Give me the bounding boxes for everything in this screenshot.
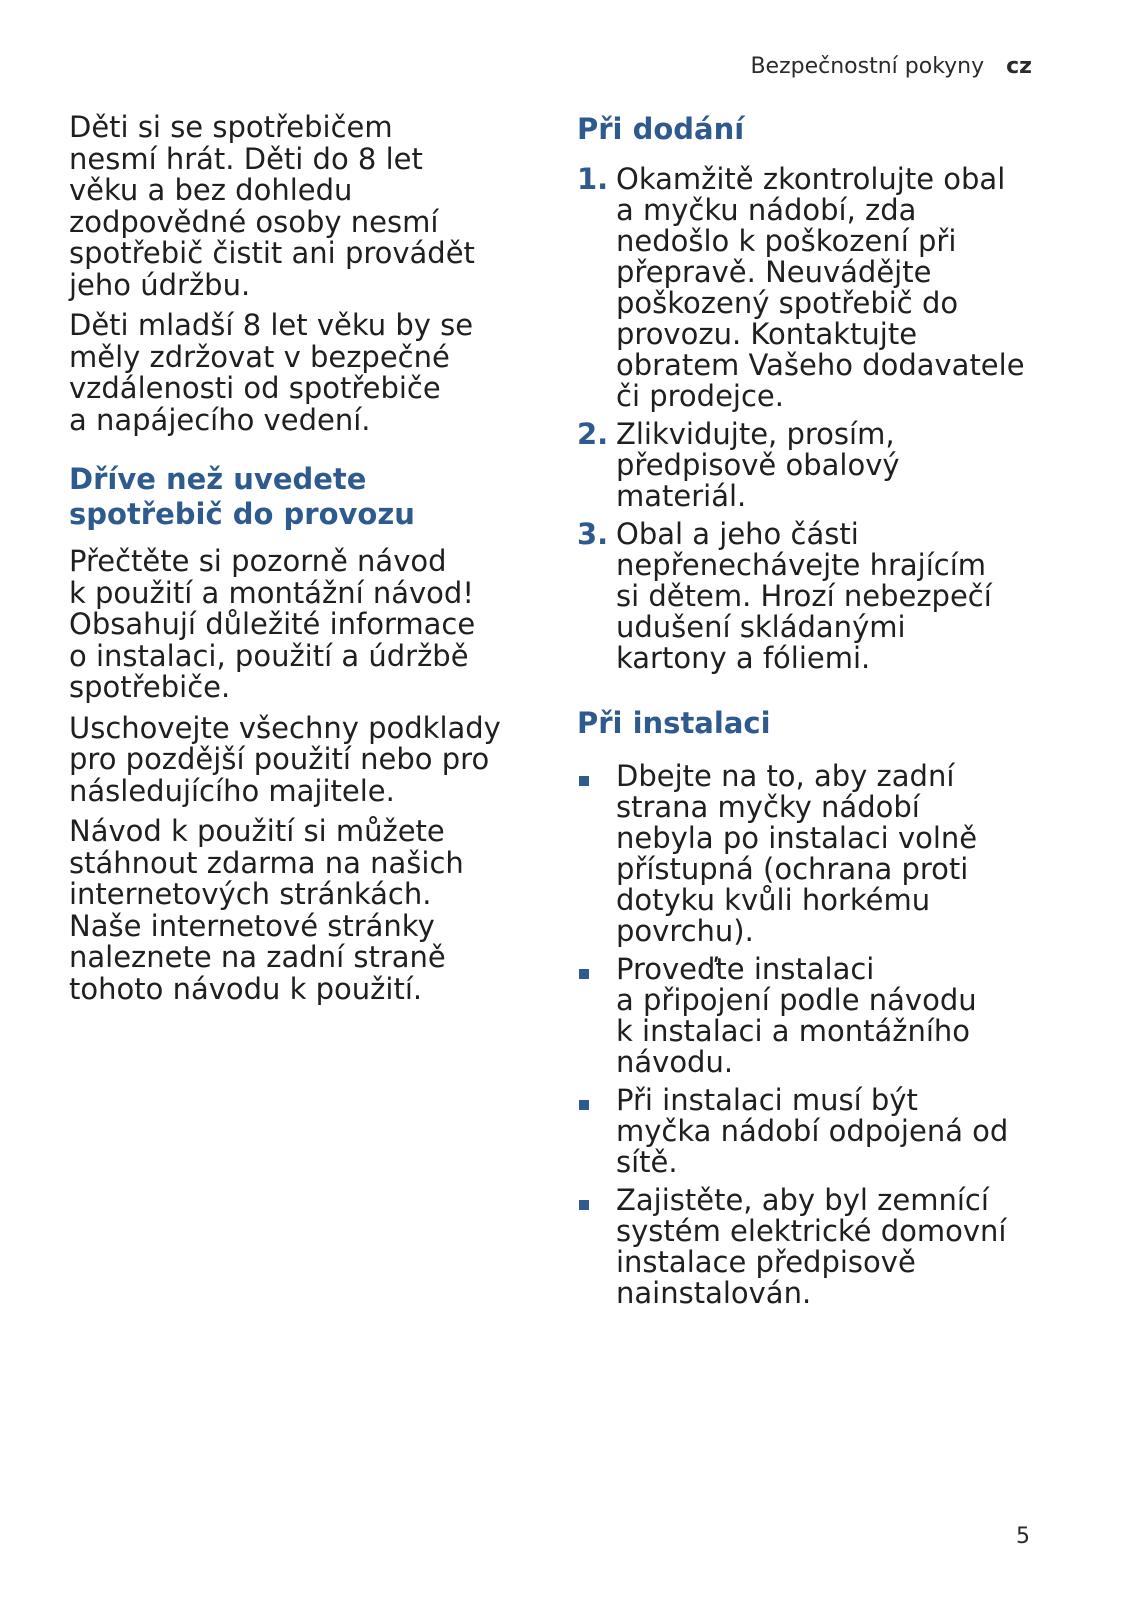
square-bullet-icon bbox=[579, 1200, 589, 1210]
download-manual-paragraph: Návod k použití si můžete stáhnout zdarma na našich internetových stránkách. Naše internetové stránky naleznete na zadní straně tohoto návodu k použití. bbox=[69, 814, 464, 1006]
installation-heading: Při instalaci bbox=[577, 706, 771, 740]
item-text: Dbejte na to, aby zadní strana myčky nádobí nebyla po instalaci volně přístupná (ochrana proti dotyku kvůli horkému povrchu). bbox=[616, 759, 978, 948]
delivery-steps bbox=[577, 164, 1057, 674]
page-number: 5 bbox=[1016, 1524, 1030, 1549]
item-text: Při instalaci musí být myčka nádobí odpojená od sítě. bbox=[616, 1083, 1009, 1179]
left-column bbox=[69, 112, 531, 1014]
delivery-heading: Při dodání bbox=[577, 112, 745, 146]
list-item bbox=[577, 761, 1057, 947]
read-manual-paragraph: Přečtěte si pozorně návod k použití a montážní návod! Obsahují důležité informace o instalaci, použití a údržbě spotřebiče. bbox=[69, 544, 476, 704]
step-number: 1. bbox=[577, 162, 609, 196]
delivery-step bbox=[577, 519, 1057, 674]
delivery-step bbox=[577, 419, 1057, 512]
step-number: 3. bbox=[577, 517, 609, 551]
item-text: Zajistěte, aby byl zemnící systém elektrické domovní instalace předpisově nainstalován. bbox=[616, 1183, 1007, 1310]
running-header bbox=[750, 54, 1032, 79]
delivery-step bbox=[577, 164, 1057, 412]
list-item bbox=[577, 954, 1057, 1078]
right-column bbox=[577, 112, 1057, 1316]
square-bullet-icon bbox=[579, 776, 589, 786]
section-title: Bezpečnostní pokyny bbox=[750, 54, 985, 79]
step-text: Okamžitě zkontrolujte obal a myčku nádobí, zda nedošlo k poškození při přepravě. Neuvádějte poškozený spotřebič do provozu. Kontaktujte obratem Vašeho dodavatele či prodejce. bbox=[616, 162, 1025, 413]
square-bullet-icon bbox=[579, 969, 589, 979]
item-text: Proveďte instalaci a připojení podle návodu k instalaci a montážního návodu. bbox=[616, 952, 977, 1079]
step-text: Zlikvidujte, prosím, předpisově obalový materiál. bbox=[616, 417, 900, 513]
children-play-paragraph: Děti si se spotřebičem nesmí hrát. Děti do 8 let věku a bez dohledu zodpovědné osoby nesmí spotřebič čistit ani provádět jeho údržbu. bbox=[69, 110, 475, 302]
list-item bbox=[577, 1185, 1057, 1309]
before-use-heading: Dříve než uvedete spotřebič do provozu bbox=[69, 462, 415, 531]
step-number: 2. bbox=[577, 417, 609, 451]
language-code: cz bbox=[1006, 54, 1032, 79]
keep-documents-paragraph: Uschovejte všechny podklady pro pozdější použití nebo pro následujícího majitele. bbox=[69, 710, 501, 808]
square-bullet-icon bbox=[579, 1100, 589, 1110]
children-distance-paragraph: Děti mladší 8 let věku by se měly zdržovat v bezpečné vzdálenosti od spotřebiče a napájecího vedení. bbox=[69, 308, 474, 437]
installation-list bbox=[577, 761, 1057, 1309]
list-item bbox=[577, 1085, 1057, 1178]
step-text: Obal a jeho části nepřenechávejte hrajícím si dětem. Hrozí nebezpečí udušení skládanými kartony a fóliemi. bbox=[616, 517, 992, 675]
